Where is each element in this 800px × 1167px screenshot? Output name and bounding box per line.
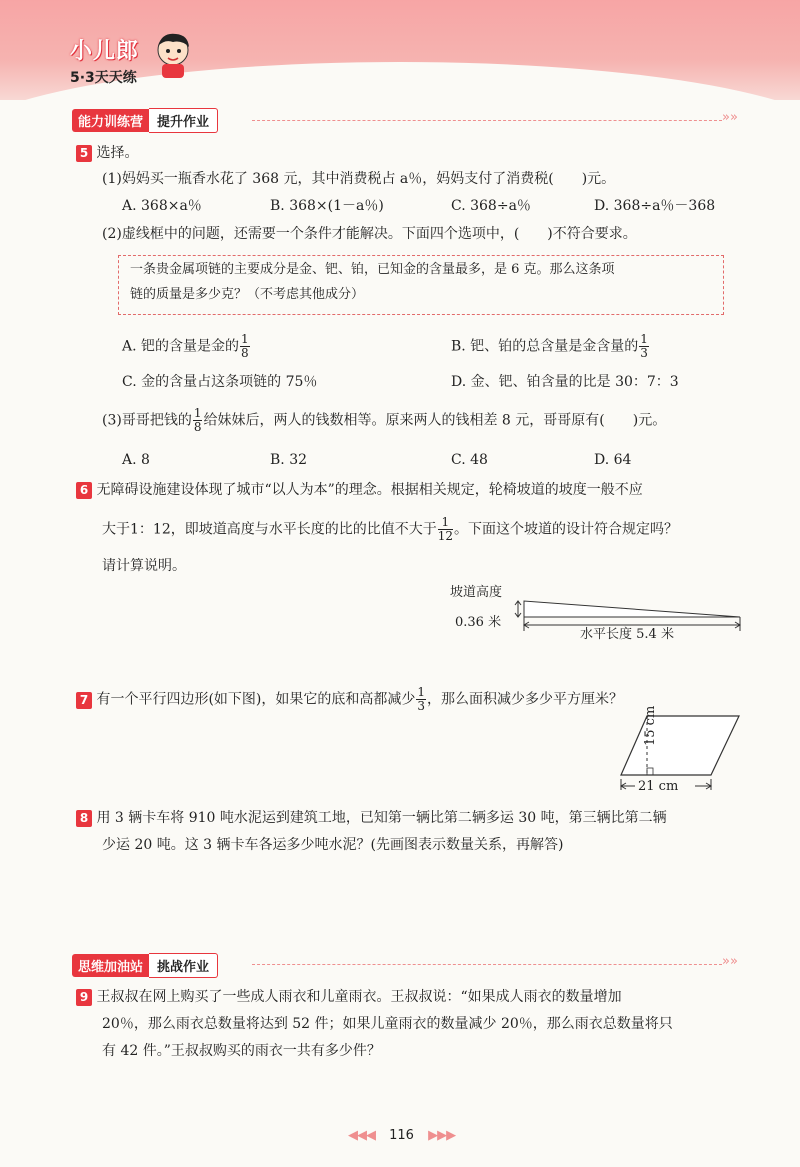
q8-line-2: 少运 20 吨。这 3 辆卡车各运多少吨水泥？(先画图表示数量关系，再解答): [102, 837, 564, 853]
q5-p2-option-c: C. 金的含量占这条项链的 75％: [122, 374, 318, 390]
section-divider: [252, 964, 722, 965]
question-6: [76, 480, 643, 500]
q5-p1-option-d: D. 368÷a％－368: [594, 198, 716, 214]
option-text: A. 钯的含量是金的: [122, 338, 240, 355]
q9-line-1: 王叔叔在网上购买了一些成人雨衣和儿童雨衣。王叔叔说：“如果成人雨衣的数量增加: [96, 989, 622, 1005]
brand-logo: [70, 34, 139, 87]
numerator: 1: [438, 516, 453, 530]
denominator: 8: [193, 420, 202, 434]
q5-p3-option-a: A. 8: [122, 452, 150, 468]
logo-sub: 5·3天天练: [70, 70, 137, 86]
box-line-1: 一条贵金属项链的主要成分是金、钯、铂，已知金的含量最多，是 6 克。那么这条项: [130, 262, 615, 277]
section-tag-sub: 提升作业: [149, 108, 218, 133]
section-tag-thinking: [72, 953, 218, 978]
q5-p1-option-a: A. 368×a％: [122, 198, 202, 214]
q7-stem-a: 有一个平行四边形(如下图)，如果它的底和高都减少: [96, 691, 416, 708]
q5-p1-option-b: B. 368×(1－a％): [270, 198, 384, 214]
q7-stem-b: ，那么面积减少多少平方厘米？: [427, 691, 624, 708]
fraction: [416, 686, 426, 713]
question-9: [76, 987, 622, 1007]
question-number: 5: [76, 145, 92, 162]
q6-line-2a: 大于1：12，即坡道高度与水平长度的比的比值不大于: [102, 521, 437, 538]
box-line-2: 链的质量是多少克？（不考虑其他成分）: [130, 287, 365, 302]
q5-p2-option-a: [122, 333, 251, 360]
parallelogram-base-label: 21 cm: [638, 779, 679, 794]
chevron-right-icon: »»: [722, 110, 738, 125]
question-number: 8: [76, 810, 92, 827]
page-number: 116: [389, 1128, 414, 1143]
q5-p3-option-b: B. 32: [270, 452, 308, 468]
section-tag-sub: 挑战作业: [149, 953, 218, 978]
question-number: 9: [76, 989, 92, 1006]
numerator: 1: [640, 332, 648, 346]
denominator: 3: [417, 699, 426, 713]
parallelogram-height-label: 15 cm: [643, 705, 658, 746]
fraction: [639, 333, 649, 360]
q8-line-1: 用 3 辆卡车将 910 吨水泥运到建筑工地，已知第一辆比第二辆多运 30 吨，第三辆比第二辆: [96, 810, 667, 826]
q5-p3-option-c: C. 48: [451, 452, 488, 468]
q5-p3-option-d: D. 64: [594, 452, 632, 468]
q5-part1-stem: (1)妈妈买一瓶香水花了 368 元，其中消费税占 a％，妈妈支付了消费税( )元。: [102, 171, 616, 187]
q9-line-3: 有 42 件。”王叔叔购买的雨衣一共有多少件？: [102, 1043, 381, 1059]
ramp-diagram: [510, 595, 745, 645]
stem-a: (3)哥哥把钱的: [102, 412, 192, 429]
q5-part2-stem: (2)虚线框中的问题，还需要一个条件才能解决。下面四个选项中，( )不符合要求。: [102, 226, 637, 242]
q9-line-2: 20％，那么雨衣总数量将达到 52 件；如果儿童雨衣的数量减少 20％，那么雨衣总数量将只: [102, 1016, 673, 1032]
section-tag-red: 能力训练营: [72, 109, 149, 132]
page-footer: [348, 1128, 455, 1143]
ramp-height-label: 坡道高度: [450, 585, 503, 600]
option-text: B. 钯、铂的总含量是金含量的: [451, 338, 639, 355]
q6-line-1: 无障碍设施建设体现了城市“以人为本”的理念。根据相关规定，轮椅坡道的坡度一般不应: [96, 482, 643, 498]
arrow-right-icon: ▶▶▶: [428, 1128, 456, 1143]
logo-main: 小儿郎: [70, 39, 140, 64]
question-8: [76, 808, 667, 828]
question-5: [76, 143, 138, 163]
ramp-length-label: 水平长度 5.4 米: [580, 627, 674, 642]
question-title: 选择。: [96, 145, 139, 161]
stem-b: 给妹妹后，两人的钱数相等。原来两人的钱相差 8 元，哥哥原有( )元。: [203, 412, 667, 429]
numerator: 1: [241, 332, 249, 346]
denominator: 12: [437, 529, 454, 543]
q5-p2-option-b: [451, 333, 650, 360]
parallelogram-diagram: [615, 710, 745, 795]
section-divider: [252, 120, 722, 121]
chevron-right-icon: »»: [722, 954, 738, 969]
ramp-height-value: 0.36 米: [455, 615, 502, 630]
q5-p2-option-d: D. 金、钯、铂含量的比是 30：7：3: [451, 374, 679, 390]
section-tag-ability: [72, 108, 218, 133]
mascot-icon: [152, 30, 194, 80]
fraction: [438, 516, 453, 543]
q6-line-2: [102, 516, 678, 543]
question-number: 6: [76, 482, 92, 499]
question-number: 7: [76, 692, 92, 709]
numerator: 1: [417, 685, 426, 699]
fraction: [240, 333, 250, 360]
question-7: [76, 686, 623, 713]
q6-line-3: 请计算说明。: [102, 558, 186, 574]
fraction: [193, 407, 203, 434]
q5-p1-option-c: C. 368÷a％: [451, 198, 531, 214]
q5-part3-stem: [102, 407, 666, 434]
denominator: 3: [640, 346, 648, 360]
denominator: 8: [241, 346, 249, 360]
q6-line-2b: 。下面这个坡道的设计符合规定吗？: [454, 521, 679, 538]
arrow-left-icon: ◀◀◀: [348, 1128, 375, 1143]
numerator: 1: [193, 406, 202, 420]
section-tag-red: 思维加油站: [72, 954, 149, 977]
